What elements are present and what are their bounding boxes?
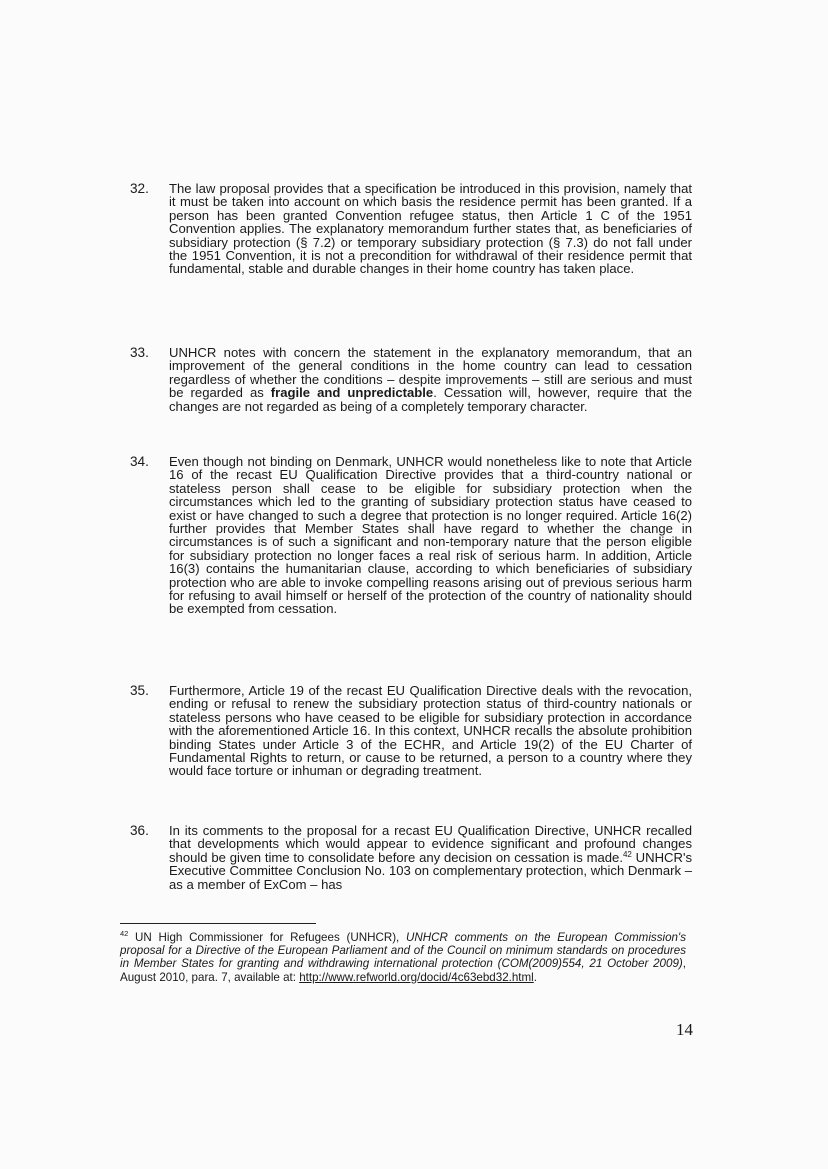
paragraph-32 [130,181,692,277]
paragraph-text: Even though not binding on Denmark, UNHCR would nonetheless like to note that Article 16 of the recast EU Qualification Directive provides that a third-country national or stateless person shall cease to be eligible for subsidiary protection when the circumstances which led to the granting of subsidiary protection status have ceased to exist or have changed to such a degree that protection is no longer required. Article 16(2) further provides that Member States shall have regard to whether the change in circumstances is of such a significant and non-temporary nature that the person eligible for subsidiary protection no longer faces a real risk of serious harm. In addition, Article 16(3) contains the humanitarian clause, according to which beneficiaries of subsidiary protection who are able to invoke compelling reasons arising out of previous serious harm for refusing to avail himself or herself of the protection of the country of nationality should be exempted from cessation. [169,454,692,617]
page-number: 14 [676,1020,693,1039]
footnote-text-part: , August 2010, para. 7, available at: [120,957,686,984]
paragraph-number: 32. [130,181,149,196]
footnote-end: . [533,970,537,984]
paragraph-text: The law proposal provides that a specification be introduced in this provision, namely that it must be taken into account on which basis the residence permit has been granted. If a person has been granted Convention refugee status, then Article 1 C of the 1951 Convention applies. The explanatory memorandum further states that, as beneficiaries of subsidiary protection (§ 7.2) or temporary subsidiary protection (§ 7.3) do not fall under the 1951 Convention, it is not a precondition for withdrawal of their residence permit that fundamental, stable and durable changes in their home country has taken place. [169,181,692,277]
paragraph-36 [130,823,693,892]
footnote-reference[interactable]: 42 [622,849,632,859]
emphasis-text: fragile and unpredictable [270,385,434,401]
paragraph-number: 36. [130,823,149,838]
footnote-link[interactable]: http://www.refworld.org/docid/4c63ebd32.html [299,970,534,984]
footnote-42 [120,931,686,984]
paragraph-text [169,824,692,891]
footnote-separator [120,923,316,924]
footnote-title: UNHCR comments on the European Commission's proposal for a Directive of the European Parliament and of the Council on minimum standards on procedures in Member States for granting and withdrawing international protection (COM(2009)554, 21 October 2009) [120,931,686,971]
paragraph-35 [130,683,692,779]
paragraph-text: Furthermore, Article 19 of the recast EU Qualification Directive deals with the revocation, ending or refusal to renew the subsidiary protection status of third-country nationals or stateless persons who have ceased to be eligible for subsidiary protection in accordance with the aforementioned Article 16. In this context, UNHCR recalls the absolute prohibition binding States under Article 3 of the ECHR, and Article 19(2) of the EU Charter of Fundamental Rights to return, or cause to be returned, a person to a country where they would face torture or inhuman or degrading treatment. [169,683,692,779]
paragraph-34 [130,454,692,617]
footnote-number: 42 [120,929,129,938]
paragraph-text-part: UNHCR notes with concern the statement in the explanatory memorandum, that an improvement of the general conditions in the home country can lead to cessation regardless of whether the conditions – despite improvements – still are serious and must be regarded as [169,345,692,401]
footnote-text-part: UN High Commissioner for Refugees (UNHCR), [128,931,406,944]
paragraph-number: 33. [130,345,149,360]
paragraph-number: 34. [130,454,149,469]
paragraph-text-part: UNHCR's Executive Committee Conclusion No. 103 on complementary protection, which Denmark – as a member of ExCom – has [169,849,693,892]
paragraph-text-part: In its comments to the proposal for a recast EU Qualification Directive, UNHCR recalled that developments which would appear to evidence significant and profound changes should be given time to consolidate before any decision on cessation is made. [169,823,692,865]
paragraph-33 [130,345,693,414]
paragraph-number: 35. [130,683,149,698]
paragraph-text [169,346,692,413]
paragraph-text-part: . Cessation will, however, require that the changes are not regarded as being of a completely temporary character. [169,385,693,414]
